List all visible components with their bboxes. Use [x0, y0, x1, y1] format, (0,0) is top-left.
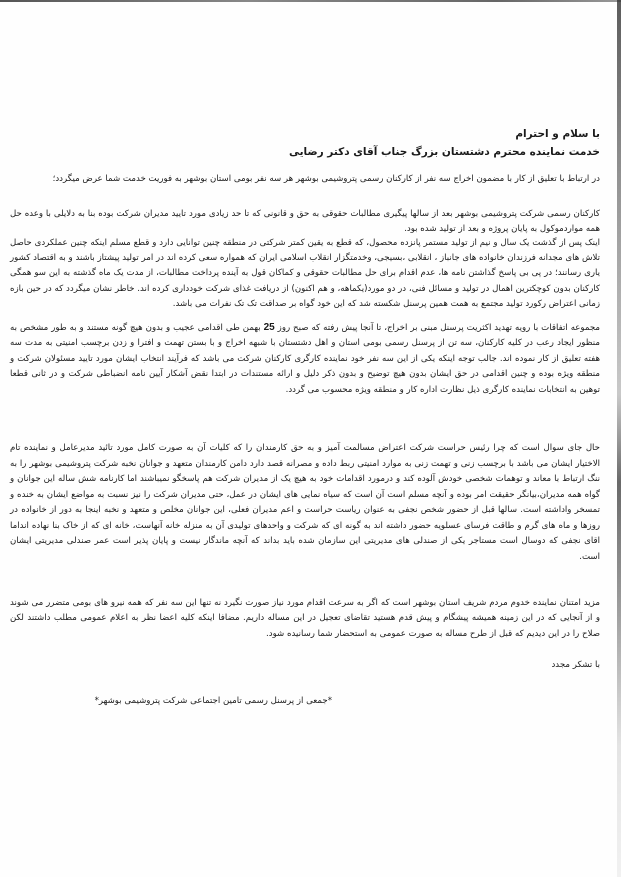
paragraph-background: کارکنان رسمی شرکت پتروشیمی بوشهر بعد از سالها پیگیری مطالبات حقوقی به حق و قانونی که تا حد زیادی مورد تایید مدیران شرکت بوده بنا به دلایلی با وعده حل همه مواردموکول به پایان پروژه و بعد از تولید شده بود. [10, 209, 600, 234]
scan-right-edge [617, 0, 621, 877]
letter-signature: *جمعی از پرسنل رسمی تامین اجتماعی شرکت پتروشیمی بوشهر* [94, 696, 332, 706]
letter-addressee: خدمت نماینده محترم دشتستان بزرگ جناب آقای دکتر رضایی [288, 146, 600, 158]
suspension-text-before: مجموعه اتفاقات با رویه تهدید اکثریت پرسنل مبنی بر اخراج، تا آنجا پیش رفته که صبح روز [274, 323, 600, 333]
paragraph-request: مزید امتنان نماینده خدوم مردم شریف استان بوشهر است که اگر به سرعت اقدام مورد نیاز صورت نگیرد نه تنها این سه نفر که همه نیرو های بومی متضرر می شوند و از آنجایی که در این زمینه همیشه پیشگام و پیش قدم هستید تقاضای تعجیل در این مساله داریم. مضافا اینکه کلیه اعضا نظر به اعلام عمومی مطلب داشتند لکن صلاح را در این دیدیم که قبل از طرح مساله به صورت عمومی به استحضار شما رسانیده شود. [10, 598, 600, 639]
paragraph-intro: در ارتباط با تعلیق از کار با مضمون اخراج سه نفر از کارکنان رسمی پتروشیمی بوشهر هر سه نفر بومی استان بوشهر به فوریت خدمت شما عرض میگردد؛ [52, 174, 600, 184]
letter-page [10, 0, 600, 877]
letter-closing: با تشکر مجدد [551, 660, 600, 670]
suspension-text-after: بهمن طی اقدامی عجیب و بدون هیچ گونه مستند و به طور مشخص به منظور ایجاد رعب در کلیه کارکنان، سه تن از پرسنل رسمی بومی استان و اهل دشتستان با شبهه اخراج و با بستن تهمت و افترا و زدن برچسب امنیتی به مدت سه هفته تعلیق از کار نموده اند. جالب توجه اینکه یکی از این سه نفر خود نماینده کارگری کارکنان شرکت می باشد که فرآیند انتخاب ایشان مورد تایید مسئولان شرکت و منطقه ویژه بوده و چنین اقدامی در حق ایشان بدون هیچ توضیح و بدون ذکر دلیل و ارائه مستندات در ابتدا نقض آشکار آیین نامه انضباطی شرکت و در ثانی قطعا توهین به انتخابات نماینده کارگری ذیل نظارت اداره کار و منطقه ویژه محسوب می گردد. [10, 323, 600, 395]
letter-greeting: با سلام و احترام [515, 128, 600, 140]
paragraph-suspension [10, 320, 600, 398]
paragraph-protest: اینک پس از گذشت یک سال و نیم از تولید مستمر پانزده محصول، که قطع به یقین کمتر شرکتی در منطقه چنین توانایی دارد و قطع مسلم اینکه چنین عملکردی حاصل تلاش های مجدانه فرزندان خانواده های جانباز ، انقلابی ،بسیجی، وخدمتگزار انقلاب اسلامی ایران که همواره سعی کرده اند در امر تولید پیشتاز باشند و به اقتصاد کشور یاری رسانند؛ در پی بی پاسخ گذاشتن نامه ها، عدم اقدام برای حل مطالبات حقوقی و کماکان قول به آینده پرداخت مطالبات، از مدت یک ماه گذشته به این سو همگی کارکنان بدون کوچکترین اهمال در تولید و مسائل فنی، در دو مورد(یکماهه، و هم اکنون) از دریافت غذای شرکت خودداری کرده اند. خاطر نشان میگردد که در حین بازه زمانی اعتراض رکورد تولید مجتمع به همت همین پرسنل شکسته شد که این خود گواه بر صداقت تک تک نفرات می باشد. [10, 238, 600, 309]
paragraph-security-head: حال جای سوال است که چرا رئیس حراست شرکت اعتراض مسالمت آمیز و به حق کارمندان را که کلیات آن به صورت کامل مورد تائید مدیرعامل و نماینده تام الاختیار ایشان می باشد با برچسب زنی و تهمت زنی به موارد امنیتی ربط داده و مصرانه قصد دارد دامن کارمندان متعهد و جوانان نخبه شرکت پتروشیمی بوشهر را به ننگ ارتباط با معاند و توهمات شخصی خودش آلوده کند و درمورد اقدامات خود به هیچ یک از مدیران شرکت هم پاسخگو نمیباشند اما کارنامه شش ساله این جوانان و گواه همه مدیران،بیانگر حقیقت امر بوده و آنچه مسلم است آن است که سیاه نمایی های ایشان در عمل، حتی مدیران شرکت را نیز نسبت به مواضع ایشان به خنده و تمسخر واداشته است. سالها قبل از حضور شخص نجفی به عنوان ریاست حراست و اعم مدیران فعلی، این جوانان مخلص و متعهد و نخبه اینجا به دور از خانواده در روزها و ماه های گرم و طاقت فرسای عسلویه حضور داشته اند به گونه ای که شرکت و واحدهای تولیدی آن به منزله خانه آنهاست، خانه ای که از خاک بنا نهاده انداما اقای نجفی که دوسال است مستاجر یکی از صندلی های مدیریتی این سازمان شده باید بداند که آنچه ماندگار نیست و پایان پذیر است عمر صندلی مدیریتی ایشان است. [10, 443, 600, 562]
suspension-date-number: 25 [263, 322, 275, 333]
